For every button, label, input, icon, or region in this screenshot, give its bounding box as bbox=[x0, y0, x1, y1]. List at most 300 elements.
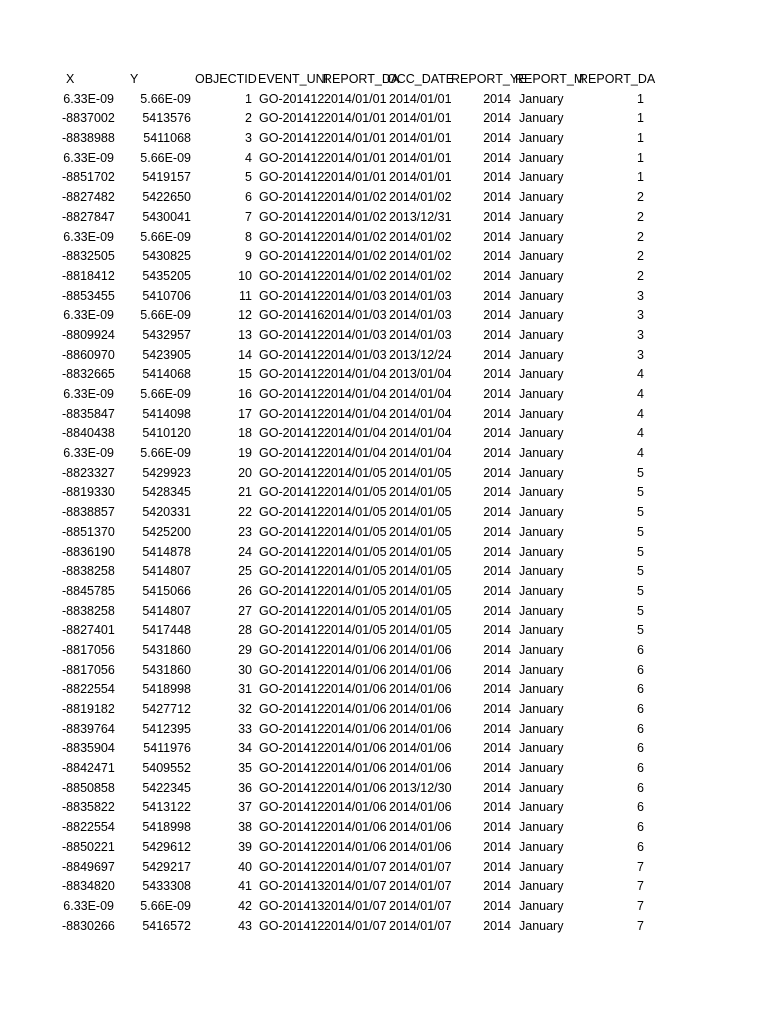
report-year-cell[interactable]: 2014 bbox=[483, 91, 511, 106]
report-date-cell[interactable]: 2014/01/05 bbox=[324, 623, 387, 638]
occ-date-cell[interactable]: 2014/01/02 bbox=[389, 229, 452, 244]
report-month-cell[interactable]: January bbox=[519, 564, 564, 579]
y-cell[interactable]: 5411976 bbox=[143, 741, 191, 756]
objectid-cell[interactable]: 31 bbox=[238, 682, 252, 697]
occ-date-cell[interactable]: 2014/01/05 bbox=[389, 603, 452, 618]
report-month-cell[interactable]: January bbox=[519, 524, 564, 539]
y-cell[interactable]: 5414098 bbox=[142, 406, 191, 421]
report-date-cell[interactable]: 2014/01/02 bbox=[324, 268, 387, 283]
report-date-cell[interactable]: 2014/01/05 bbox=[324, 485, 387, 500]
report-year-cell[interactable]: 2014 bbox=[483, 347, 511, 362]
report-day-cell[interactable]: 5 bbox=[637, 564, 644, 579]
x-cell[interactable]: -8835904 bbox=[62, 741, 115, 756]
event-id-cell[interactable]: GO-201412 bbox=[259, 170, 325, 185]
y-cell[interactable]: 5425200 bbox=[142, 524, 191, 539]
report-year-cell[interactable]: 2014 bbox=[483, 741, 511, 756]
event-id-cell[interactable]: GO-201412 bbox=[259, 623, 325, 638]
report-date-cell[interactable]: 2014/01/04 bbox=[324, 426, 387, 441]
y-cell[interactable]: 5427712 bbox=[142, 702, 191, 716]
report-year-cell[interactable]: 2014 bbox=[483, 642, 511, 657]
occ-date-cell[interactable]: 2014/01/01 bbox=[389, 91, 452, 106]
y-cell[interactable]: 5435205 bbox=[142, 268, 191, 283]
report-date-cell[interactable]: 2014/01/02 bbox=[324, 229, 387, 244]
report-day-cell[interactable]: 4 bbox=[637, 367, 644, 382]
report-date-cell[interactable]: 2014/01/04 bbox=[324, 406, 387, 421]
report-date-cell[interactable]: 2014/01/06 bbox=[324, 780, 387, 795]
event-id-cell[interactable]: GO-201412 bbox=[259, 642, 325, 657]
header-cell-report-year[interactable]: REPORT_YE bbox=[451, 72, 527, 86]
y-cell[interactable]: 5.66E-09 bbox=[140, 898, 191, 913]
occ-date-cell[interactable]: 2014/01/07 bbox=[389, 918, 452, 933]
report-year-cell[interactable]: 2014 bbox=[483, 505, 511, 520]
objectid-cell[interactable]: 20 bbox=[238, 465, 252, 480]
report-month-cell[interactable]: January bbox=[519, 741, 564, 756]
objectid-cell[interactable]: 39 bbox=[238, 839, 252, 854]
report-year-cell[interactable]: 2014 bbox=[483, 367, 511, 382]
report-date-cell[interactable]: 2014/01/04 bbox=[324, 367, 387, 382]
occ-date-cell[interactable]: 2014/01/07 bbox=[389, 898, 452, 913]
report-date-cell[interactable]: 2014/01/01 bbox=[324, 91, 387, 106]
x-cell[interactable]: -8845785 bbox=[62, 583, 115, 598]
x-cell[interactable]: -8832665 bbox=[62, 367, 115, 382]
y-cell[interactable]: 5413576 bbox=[142, 111, 191, 126]
report-year-cell[interactable]: 2014 bbox=[483, 761, 511, 776]
report-year-cell[interactable]: 2014 bbox=[483, 918, 511, 933]
occ-date-cell[interactable]: 2014/01/06 bbox=[389, 662, 452, 677]
header-cell-y[interactable]: Y bbox=[130, 72, 139, 86]
objectid-cell[interactable]: 19 bbox=[238, 446, 252, 461]
event-id-cell[interactable]: GO-201412 bbox=[259, 662, 325, 677]
report-day-cell[interactable]: 6 bbox=[637, 741, 644, 756]
report-date-cell[interactable]: 2014/01/01 bbox=[324, 131, 387, 146]
event-id-cell[interactable]: GO-201412 bbox=[259, 780, 325, 795]
occ-date-cell[interactable]: 2014/01/05 bbox=[389, 485, 452, 500]
event-id-cell[interactable]: GO-201412 bbox=[259, 820, 325, 835]
report-date-cell[interactable]: 2014/01/06 bbox=[324, 820, 387, 835]
report-month-cell[interactable]: January bbox=[519, 682, 564, 697]
event-id-cell[interactable]: GO-201412 bbox=[259, 387, 325, 401]
report-day-cell[interactable]: 6 bbox=[637, 820, 644, 835]
report-month-cell[interactable]: January bbox=[519, 406, 564, 421]
x-cell[interactable]: -8819182 bbox=[62, 702, 115, 716]
header-cell-x[interactable]: X bbox=[66, 72, 75, 86]
x-cell[interactable]: -8836190 bbox=[62, 544, 115, 559]
x-cell[interactable]: -8817056 bbox=[62, 642, 115, 657]
event-id-cell[interactable]: GO-201412 bbox=[259, 249, 325, 264]
report-month-cell[interactable]: January bbox=[519, 268, 564, 283]
occ-date-cell[interactable]: 2014/01/07 bbox=[389, 859, 452, 874]
objectid-cell[interactable]: 41 bbox=[238, 879, 252, 894]
report-month-cell[interactable]: January bbox=[519, 288, 564, 303]
event-id-cell[interactable]: GO-201412 bbox=[259, 91, 325, 106]
report-month-cell[interactable]: January bbox=[519, 505, 564, 520]
x-cell[interactable]: -8809924 bbox=[62, 327, 115, 342]
event-id-cell[interactable]: GO-201412 bbox=[259, 131, 325, 146]
report-date-cell[interactable]: 2014/01/03 bbox=[324, 347, 387, 362]
occ-date-cell[interactable]: 2014/01/02 bbox=[389, 190, 452, 205]
event-id-cell[interactable]: GO-201412 bbox=[259, 544, 325, 559]
report-year-cell[interactable]: 2014 bbox=[483, 702, 511, 716]
event-id-cell[interactable]: GO-201412 bbox=[259, 229, 325, 244]
report-year-cell[interactable]: 2014 bbox=[483, 288, 511, 303]
report-month-cell[interactable]: January bbox=[519, 485, 564, 500]
report-month-cell[interactable]: January bbox=[519, 800, 564, 815]
event-id-cell[interactable]: GO-201412 bbox=[259, 367, 325, 382]
report-year-cell[interactable]: 2014 bbox=[483, 308, 511, 323]
y-cell[interactable]: 5431860 bbox=[142, 662, 191, 677]
event-id-cell[interactable]: GO-201412 bbox=[259, 288, 325, 303]
event-id-cell[interactable]: GO-201412 bbox=[259, 426, 325, 441]
occ-date-cell[interactable]: 2014/01/06 bbox=[389, 820, 452, 835]
event-id-cell[interactable]: GO-201413 bbox=[259, 898, 325, 913]
y-cell[interactable]: 5431860 bbox=[142, 642, 191, 657]
report-day-cell[interactable]: 1 bbox=[637, 91, 644, 106]
x-cell[interactable]: -8838988 bbox=[62, 131, 115, 146]
header-cell-occ-date[interactable]: OCC_DATE bbox=[387, 72, 455, 86]
header-cell-objectid[interactable]: OBJECTID bbox=[195, 72, 257, 86]
objectid-cell[interactable]: 43 bbox=[238, 918, 252, 933]
occ-date-cell[interactable]: 2014/01/06 bbox=[389, 682, 452, 697]
report-month-cell[interactable]: January bbox=[519, 603, 564, 618]
report-year-cell[interactable]: 2014 bbox=[483, 170, 511, 185]
event-id-cell[interactable]: GO-201412 bbox=[259, 603, 325, 618]
report-month-cell[interactable]: January bbox=[519, 761, 564, 776]
report-month-cell[interactable]: January bbox=[519, 249, 564, 264]
event-id-cell[interactable]: GO-201412 bbox=[259, 800, 325, 815]
report-year-cell[interactable]: 2014 bbox=[483, 879, 511, 894]
occ-date-cell[interactable]: 2014/01/03 bbox=[389, 288, 452, 303]
report-date-cell[interactable]: 2014/01/06 bbox=[324, 682, 387, 697]
report-year-cell[interactable]: 2014 bbox=[483, 190, 511, 205]
objectid-cell[interactable]: 33 bbox=[238, 721, 252, 736]
occ-date-cell[interactable]: 2014/01/04 bbox=[389, 446, 452, 461]
objectid-cell[interactable]: 18 bbox=[238, 426, 252, 441]
objectid-cell[interactable]: 27 bbox=[238, 603, 252, 618]
occ-date-cell[interactable]: 2014/01/01 bbox=[389, 111, 452, 126]
y-cell[interactable]: 5409552 bbox=[142, 761, 191, 776]
y-cell[interactable]: 5418998 bbox=[142, 820, 191, 835]
report-year-cell[interactable]: 2014 bbox=[483, 544, 511, 559]
report-date-cell[interactable]: 2014/01/03 bbox=[324, 288, 387, 303]
x-cell[interactable]: -8840438 bbox=[62, 426, 115, 441]
occ-date-cell[interactable]: 2014/01/01 bbox=[389, 170, 452, 185]
report-date-cell[interactable]: 2014/01/01 bbox=[324, 150, 387, 165]
header-cell-report-date[interactable]: REPORT_DA bbox=[323, 72, 400, 86]
y-cell[interactable]: 5411068 bbox=[143, 131, 191, 146]
event-id-cell[interactable]: GO-201412 bbox=[259, 268, 325, 283]
occ-date-cell[interactable]: 2014/01/03 bbox=[389, 327, 452, 342]
objectid-cell[interactable]: 15 bbox=[238, 367, 252, 382]
x-cell[interactable]: -8834820 bbox=[62, 879, 115, 894]
objectid-cell[interactable]: 38 bbox=[238, 820, 252, 835]
report-month-cell[interactable]: January bbox=[519, 91, 564, 106]
report-year-cell[interactable]: 2014 bbox=[483, 800, 511, 815]
x-cell[interactable]: -8822554 bbox=[62, 682, 115, 697]
report-month-cell[interactable]: January bbox=[519, 308, 564, 323]
objectid-cell[interactable]: 37 bbox=[238, 800, 252, 815]
objectid-cell[interactable]: 1 bbox=[245, 91, 252, 106]
event-id-cell[interactable]: GO-201412 bbox=[259, 761, 325, 776]
report-month-cell[interactable]: January bbox=[519, 702, 564, 716]
occ-date-cell[interactable]: 2014/01/05 bbox=[389, 465, 452, 480]
y-cell[interactable]: 5422650 bbox=[142, 190, 191, 205]
occ-date-cell[interactable]: 2014/01/05 bbox=[389, 524, 452, 539]
header-cell-report-day[interactable]: REPORT_DA bbox=[579, 72, 656, 86]
objectid-cell[interactable]: 21 bbox=[238, 485, 252, 500]
report-month-cell[interactable]: January bbox=[519, 229, 564, 244]
report-date-cell[interactable]: 2014/01/01 bbox=[324, 170, 387, 185]
report-date-cell[interactable]: 2014/01/01 bbox=[324, 111, 387, 126]
report-year-cell[interactable]: 2014 bbox=[483, 150, 511, 165]
occ-date-cell[interactable]: 2014/01/07 bbox=[389, 879, 452, 894]
header-cell-report-month[interactable]: REPORT_M bbox=[515, 72, 585, 86]
objectid-cell[interactable]: 35 bbox=[238, 761, 252, 776]
report-year-cell[interactable]: 2014 bbox=[483, 583, 511, 598]
event-id-cell[interactable]: GO-201412 bbox=[259, 918, 325, 933]
occ-date-cell[interactable]: 2014/01/05 bbox=[389, 583, 452, 598]
occ-date-cell[interactable]: 2013/12/31 bbox=[389, 209, 452, 224]
report-day-cell[interactable]: 2 bbox=[637, 190, 644, 205]
report-year-cell[interactable]: 2014 bbox=[483, 603, 511, 618]
x-cell[interactable]: 6.33E-09 bbox=[63, 898, 114, 913]
objectid-cell[interactable]: 34 bbox=[238, 741, 252, 756]
occ-date-cell[interactable]: 2014/01/01 bbox=[389, 131, 452, 146]
y-cell[interactable]: 5429612 bbox=[142, 839, 191, 854]
x-cell[interactable]: -8839764 bbox=[62, 721, 115, 736]
report-day-cell[interactable]: 4 bbox=[637, 406, 644, 421]
report-year-cell[interactable]: 2014 bbox=[483, 859, 511, 874]
report-year-cell[interactable]: 2014 bbox=[483, 446, 511, 461]
report-day-cell[interactable]: 6 bbox=[637, 662, 644, 677]
report-date-cell[interactable]: 2014/01/04 bbox=[324, 446, 387, 461]
objectid-cell[interactable]: 7 bbox=[245, 209, 252, 224]
y-cell[interactable]: 5420331 bbox=[142, 505, 191, 520]
y-cell[interactable]: 5414807 bbox=[142, 603, 191, 618]
event-id-cell[interactable]: GO-201412 bbox=[259, 524, 325, 539]
event-id-cell[interactable]: GO-201412 bbox=[259, 682, 325, 697]
report-date-cell[interactable]: 2014/01/04 bbox=[324, 387, 387, 401]
report-day-cell[interactable]: 4 bbox=[637, 426, 644, 441]
report-day-cell[interactable]: 2 bbox=[637, 229, 644, 244]
occ-date-cell[interactable]: 2014/01/06 bbox=[389, 642, 452, 657]
y-cell[interactable]: 5.66E-09 bbox=[140, 446, 191, 461]
report-day-cell[interactable]: 6 bbox=[637, 702, 644, 716]
occ-date-cell[interactable]: 2013/01/04 bbox=[389, 367, 452, 382]
report-month-cell[interactable]: January bbox=[519, 918, 564, 933]
report-date-cell[interactable]: 2014/01/07 bbox=[324, 918, 387, 933]
x-cell[interactable]: -8817056 bbox=[62, 662, 115, 677]
report-day-cell[interactable]: 5 bbox=[637, 505, 644, 520]
report-month-cell[interactable]: January bbox=[519, 544, 564, 559]
objectid-cell[interactable]: 24 bbox=[238, 544, 252, 559]
y-cell[interactable]: 5428345 bbox=[142, 485, 191, 500]
y-cell[interactable]: 5422345 bbox=[142, 780, 191, 795]
occ-date-cell[interactable]: 2013/12/24 bbox=[389, 347, 452, 362]
x-cell[interactable]: 6.33E-09 bbox=[63, 91, 114, 106]
report-month-cell[interactable]: January bbox=[519, 131, 564, 146]
report-month-cell[interactable]: January bbox=[519, 367, 564, 382]
event-id-cell[interactable]: GO-201412 bbox=[259, 327, 325, 342]
occ-date-cell[interactable]: 2014/01/05 bbox=[389, 623, 452, 638]
report-year-cell[interactable]: 2014 bbox=[483, 682, 511, 697]
objectid-cell[interactable]: 28 bbox=[238, 623, 252, 638]
report-month-cell[interactable]: January bbox=[519, 446, 564, 461]
report-date-cell[interactable]: 2014/01/03 bbox=[324, 327, 387, 342]
report-date-cell[interactable]: 2014/01/05 bbox=[324, 465, 387, 480]
event-id-cell[interactable]: GO-201412 bbox=[259, 446, 325, 461]
report-month-cell[interactable]: January bbox=[519, 426, 564, 441]
report-day-cell[interactable]: 5 bbox=[637, 524, 644, 539]
occ-date-cell[interactable]: 2014/01/01 bbox=[389, 150, 452, 165]
report-date-cell[interactable]: 2014/01/06 bbox=[324, 839, 387, 854]
event-id-cell[interactable]: GO-201412 bbox=[259, 839, 325, 854]
objectid-cell[interactable]: 12 bbox=[238, 308, 252, 323]
report-year-cell[interactable]: 2014 bbox=[483, 327, 511, 342]
report-day-cell[interactable]: 1 bbox=[637, 111, 644, 126]
objectid-cell[interactable]: 36 bbox=[238, 780, 252, 795]
x-cell[interactable]: -8853455 bbox=[62, 288, 115, 303]
report-day-cell[interactable]: 6 bbox=[637, 761, 644, 776]
event-id-cell[interactable]: GO-201412 bbox=[259, 190, 325, 205]
report-year-cell[interactable]: 2014 bbox=[483, 249, 511, 264]
report-year-cell[interactable]: 2014 bbox=[483, 780, 511, 795]
report-year-cell[interactable]: 2014 bbox=[483, 209, 511, 224]
report-date-cell[interactable]: 2014/01/07 bbox=[324, 879, 387, 894]
x-cell[interactable]: 6.33E-09 bbox=[63, 387, 114, 401]
report-date-cell[interactable]: 2014/01/06 bbox=[324, 741, 387, 756]
x-cell[interactable]: -8851702 bbox=[62, 170, 115, 185]
y-cell[interactable]: 5414878 bbox=[142, 544, 191, 559]
occ-date-cell[interactable]: 2014/01/04 bbox=[389, 387, 452, 401]
occ-date-cell[interactable]: 2014/01/06 bbox=[389, 721, 452, 736]
report-year-cell[interactable]: 2014 bbox=[483, 426, 511, 441]
occ-date-cell[interactable]: 2014/01/06 bbox=[389, 800, 452, 815]
report-day-cell[interactable]: 6 bbox=[637, 839, 644, 854]
report-month-cell[interactable]: January bbox=[519, 209, 564, 224]
report-date-cell[interactable]: 2014/01/06 bbox=[324, 761, 387, 776]
report-month-cell[interactable]: January bbox=[519, 583, 564, 598]
event-id-cell[interactable]: GO-201413 bbox=[259, 879, 325, 894]
report-day-cell[interactable]: 5 bbox=[637, 623, 644, 638]
x-cell[interactable]: 6.33E-09 bbox=[63, 229, 114, 244]
report-year-cell[interactable]: 2014 bbox=[483, 564, 511, 579]
event-id-cell[interactable]: GO-201412 bbox=[259, 859, 325, 874]
objectid-cell[interactable]: 3 bbox=[245, 131, 252, 146]
report-day-cell[interactable]: 5 bbox=[637, 603, 644, 618]
report-month-cell[interactable]: January bbox=[519, 387, 564, 401]
report-month-cell[interactable]: January bbox=[519, 190, 564, 205]
objectid-cell[interactable]: 25 bbox=[238, 564, 252, 579]
report-day-cell[interactable]: 1 bbox=[637, 170, 644, 185]
report-month-cell[interactable]: January bbox=[519, 898, 564, 913]
report-date-cell[interactable]: 2014/01/05 bbox=[324, 544, 387, 559]
report-year-cell[interactable]: 2014 bbox=[483, 268, 511, 283]
report-day-cell[interactable]: 1 bbox=[637, 131, 644, 146]
report-day-cell[interactable]: 7 bbox=[637, 898, 644, 913]
report-day-cell[interactable]: 5 bbox=[637, 583, 644, 598]
x-cell[interactable]: 6.33E-09 bbox=[63, 308, 114, 323]
report-year-cell[interactable]: 2014 bbox=[483, 820, 511, 835]
occ-date-cell[interactable]: 2014/01/02 bbox=[389, 268, 452, 283]
event-id-cell[interactable]: GO-201412 bbox=[259, 150, 325, 165]
x-cell[interactable]: -8819330 bbox=[62, 485, 115, 500]
report-year-cell[interactable]: 2014 bbox=[483, 465, 511, 480]
report-date-cell[interactable]: 2014/01/07 bbox=[324, 859, 387, 874]
occ-date-cell[interactable]: 2014/01/06 bbox=[389, 702, 452, 716]
report-year-cell[interactable]: 2014 bbox=[483, 662, 511, 677]
y-cell[interactable]: 5416572 bbox=[142, 918, 191, 933]
report-year-cell[interactable]: 2014 bbox=[483, 485, 511, 500]
event-id-cell[interactable]: GO-201412 bbox=[259, 721, 325, 736]
occ-date-cell[interactable]: 2014/01/03 bbox=[389, 308, 452, 323]
y-cell[interactable]: 5412395 bbox=[142, 721, 191, 736]
report-day-cell[interactable]: 5 bbox=[637, 485, 644, 500]
event-id-cell[interactable]: GO-201412 bbox=[259, 505, 325, 520]
occ-date-cell[interactable]: 2014/01/05 bbox=[389, 564, 452, 579]
report-day-cell[interactable]: 3 bbox=[637, 347, 644, 362]
x-cell[interactable]: -8835822 bbox=[62, 800, 115, 815]
report-day-cell[interactable]: 5 bbox=[637, 544, 644, 559]
objectid-cell[interactable]: 40 bbox=[238, 859, 252, 874]
x-cell[interactable]: 6.33E-09 bbox=[63, 446, 114, 461]
y-cell[interactable]: 5419157 bbox=[142, 170, 191, 185]
report-year-cell[interactable]: 2014 bbox=[483, 387, 511, 401]
report-date-cell[interactable]: 2014/01/05 bbox=[324, 505, 387, 520]
x-cell[interactable]: -8835847 bbox=[62, 406, 115, 421]
report-day-cell[interactable]: 3 bbox=[637, 288, 644, 303]
x-cell[interactable]: -8851370 bbox=[62, 524, 115, 539]
report-year-cell[interactable]: 2014 bbox=[483, 524, 511, 539]
x-cell[interactable]: -8842471 bbox=[62, 761, 115, 776]
report-date-cell[interactable]: 2014/01/06 bbox=[324, 721, 387, 736]
occ-date-cell[interactable]: 2014/01/05 bbox=[389, 505, 452, 520]
report-date-cell[interactable]: 2014/01/02 bbox=[324, 209, 387, 224]
objectid-cell[interactable]: 42 bbox=[238, 898, 252, 913]
objectid-cell[interactable]: 17 bbox=[238, 406, 252, 421]
occ-date-cell[interactable]: 2014/01/06 bbox=[389, 839, 452, 854]
y-cell[interactable]: 5430825 bbox=[142, 249, 191, 264]
report-year-cell[interactable]: 2014 bbox=[483, 229, 511, 244]
event-id-cell[interactable]: GO-201412 bbox=[259, 485, 325, 500]
report-date-cell[interactable]: 2014/01/06 bbox=[324, 642, 387, 657]
report-month-cell[interactable]: January bbox=[519, 721, 564, 736]
report-day-cell[interactable]: 6 bbox=[637, 682, 644, 697]
x-cell[interactable]: -8838258 bbox=[62, 603, 115, 618]
report-month-cell[interactable]: January bbox=[519, 465, 564, 480]
objectid-cell[interactable]: 10 bbox=[238, 268, 252, 283]
x-cell[interactable]: -8838258 bbox=[62, 564, 115, 579]
y-cell[interactable]: 5429923 bbox=[142, 465, 191, 480]
y-cell[interactable]: 5.66E-09 bbox=[140, 229, 191, 244]
objectid-cell[interactable]: 14 bbox=[238, 347, 252, 362]
objectid-cell[interactable]: 23 bbox=[238, 524, 252, 539]
x-cell[interactable]: -8827401 bbox=[62, 623, 115, 638]
report-month-cell[interactable]: January bbox=[519, 347, 564, 362]
report-year-cell[interactable]: 2014 bbox=[483, 406, 511, 421]
y-cell[interactable]: 5429217 bbox=[142, 859, 191, 874]
x-cell[interactable]: -8830266 bbox=[62, 918, 115, 933]
report-month-cell[interactable]: January bbox=[519, 623, 564, 638]
x-cell[interactable]: -8850858 bbox=[62, 780, 115, 795]
y-cell[interactable]: 5.66E-09 bbox=[140, 91, 191, 106]
event-id-cell[interactable]: GO-201412 bbox=[259, 564, 325, 579]
report-month-cell[interactable]: January bbox=[519, 780, 564, 795]
occ-date-cell[interactable]: 2014/01/06 bbox=[389, 741, 452, 756]
report-day-cell[interactable]: 7 bbox=[637, 859, 644, 874]
report-year-cell[interactable]: 2014 bbox=[483, 898, 511, 913]
objectid-cell[interactable]: 4 bbox=[245, 150, 252, 165]
objectid-cell[interactable]: 11 bbox=[239, 288, 252, 303]
